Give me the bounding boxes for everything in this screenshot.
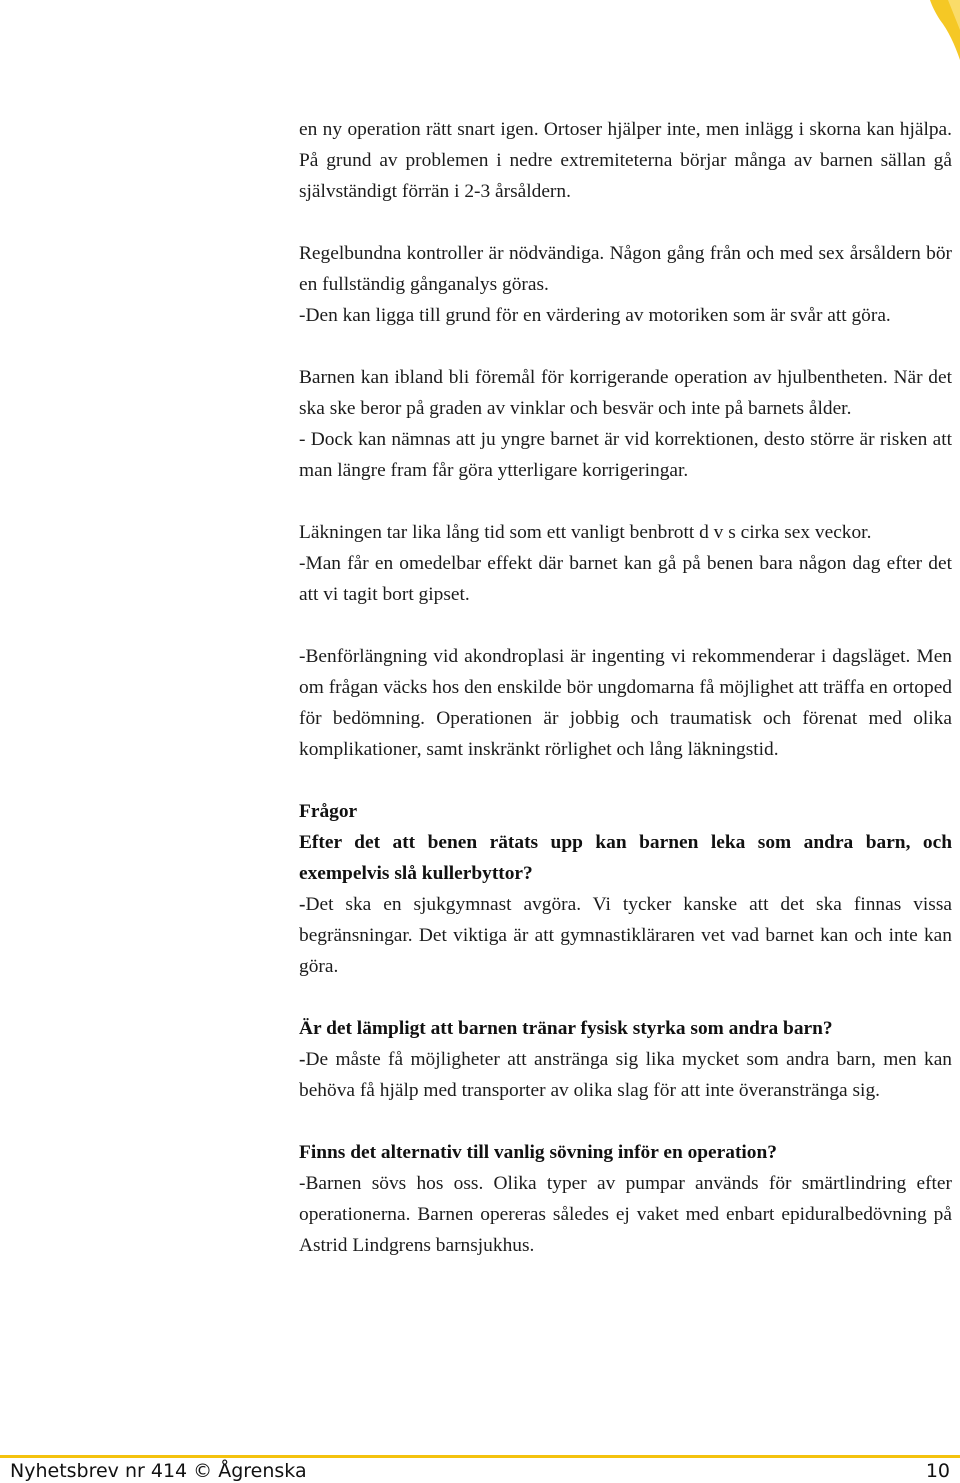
paragraph-3: -Den kan ligga till grund för en värdering av motoriken som är svår att göra.: [299, 305, 891, 326]
faq-answer-3-text: -Barnen sövs hos oss. Olika typer av pumpar används för smärtlindring efter operationerna. Barnen opereras således ej vaket med enbart epiduralbedövning på Astrid Lindgrens barnsjukhus.: [299, 1173, 952, 1256]
faq-answer-1-text: Det ska en sjukgymnast avgöra. Vi tycker kanske att det ska finnas vissa begränsningar. Det viktiga är att gymnastikläraren vet vad barnet kan och inte kan göra.: [299, 894, 952, 977]
paragraph-7: -Man får en omedelbar effekt där barnet kan gå på benen bara någon dag efter det att vi tagit bort gipset.: [299, 553, 952, 605]
paragraph-4: Barnen kan ibland bli föremål för korrigerande operation av hjulbentheten. När det ska ske beror på graden av vinklar och besvär och inte på barnets ålder.: [299, 367, 952, 419]
paragraph-6: Läkningen tar lika lång tid som ett vanligt benbrott d v s cirka sex veckor.: [299, 522, 872, 543]
decorative-brush-stroke: [0, 0, 960, 120]
paragraph-1: en ny operation rätt snart igen. Ortoser hjälper inte, men inlägg i skorna kan hjälpa. På grund av problemen i nedre extremiteterna börjar många av barnen sällan gå självständigt förrän i 2-3 årsåldern.: [299, 119, 952, 202]
footer-publication: Nyhetsbrev nr 414 © Ågrenska: [10, 1460, 307, 1482]
faq-answer-2-text: De måste få möjligheter att anstränga sig lika mycket som andra barn, men kan behöva få hjälp med transporter av olika slag för att inte överanstränga sig.: [299, 1049, 952, 1101]
faq-answer-2-lead: -: [299, 1049, 306, 1070]
paragraph-2: Regelbundna kontroller är nödvändiga. Någon gång från och med sex årsåldern bör en fullständig gånganalys göras.: [299, 243, 952, 295]
faq-question-1: Efter det att benen rätats upp kan barnen leka som andra barn, och exempelvis slå kullerbyttor?: [299, 832, 952, 884]
faq-question-3: Finns det alternativ till vanlig sövning inför en operation?: [299, 1142, 777, 1163]
faq-answer-1-lead: -: [299, 894, 306, 915]
page-number: 10: [925, 1460, 950, 1482]
faq-heading: Frågor: [299, 801, 358, 822]
footer-divider: [0, 1455, 960, 1458]
faq-question-2: Är det lämpligt att barnen tränar fysisk styrka som andra barn?: [299, 1018, 833, 1039]
faq-answer-3: [299, 1168, 952, 1261]
faq-answer-1: [299, 889, 952, 982]
paragraph-5: - Dock kan nämnas att ju yngre barnet är vid korrektionen, desto större är risken att man längre fram får göra ytterligare korrigeringar.: [299, 429, 952, 481]
faq-answer-2: [299, 1044, 952, 1106]
article-body: [299, 114, 952, 1261]
paragraph-8: -Benförlängning vid akondroplasi är ingenting vi rekommenderar i dagsläget. Men om frågan väcks hos den enskilde bör ungdomarna få möjlighet att träffa en ortoped för bedömning. Operationen är jobbig och traumatisk och förenat med olika komplikationer, samt inskränkt rörlighet och lång läkningstid.: [299, 646, 952, 760]
